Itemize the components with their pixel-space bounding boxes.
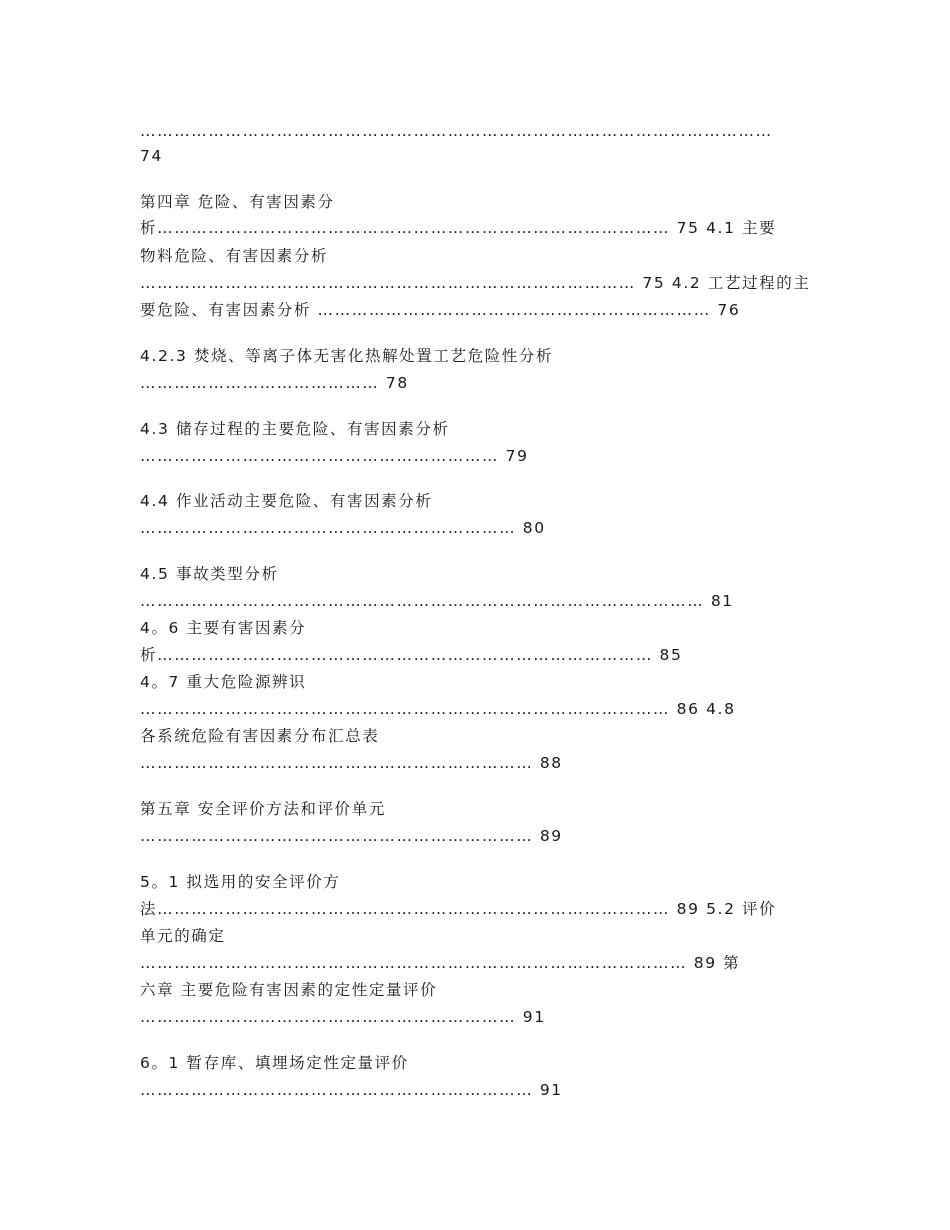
toc-line: 法……………………………………………………………………………… 89 5.2 评价 — [140, 900, 777, 918]
toc-line: ………………………………………………………… 91 — [140, 1008, 546, 1026]
toc-line: ………………………………………………………………………………… 86 4.8 — [140, 700, 736, 718]
toc-line: 4.5 事故类型分析 — [140, 565, 279, 583]
toc-line: 单元的确定 — [140, 927, 226, 945]
toc-line: …………………………………………………………………………… 75 4.2 工艺过程的主 — [140, 274, 811, 292]
toc-line: 4.3 储存过程的主要危险、有害因素分析 — [140, 420, 450, 438]
toc-line: …………………………………………………………… 89 — [140, 827, 563, 845]
toc-line: 析……………………………………………………………………………… 75 4.1 主要 — [140, 219, 777, 237]
toc-line: 六章 主要危险有害因素的定性定量评价 — [140, 981, 438, 999]
toc-line: …………………………………………………………………………………… 89 第 — [140, 954, 741, 972]
toc-line: ……………………………………………………………………………………… 81 — [140, 592, 734, 610]
toc-line: …………………………………………………………… 91 — [140, 1081, 563, 1099]
toc-line: 物料危险、有害因素分析 — [140, 247, 329, 265]
toc-line: 4.2.3 焚烧、等离子体无害化热解处置工艺危险性分析 — [140, 347, 554, 365]
toc-line: ………………………………………………………………………………………………… — [140, 122, 773, 140]
toc-line: ……………………………………………………… 79 — [140, 447, 529, 465]
toc-line: 4。6 主要有害因素分 — [140, 619, 307, 637]
toc-line: 6。1 暂存库、填埋场定性定量评价 — [140, 1054, 409, 1072]
toc-line: 各系统危险有害因素分布汇总表 — [140, 727, 380, 745]
toc-line: 要危险、有害因素分析 …………………………………………………………… 76 — [140, 301, 741, 319]
toc-line: …………………………………………………………… 88 — [140, 754, 563, 772]
toc-line: ………………………………………………………… 80 — [140, 519, 546, 537]
toc-line: 4。7 重大危险源辨识 — [140, 673, 307, 691]
toc-line: 74 — [140, 147, 163, 165]
toc-line: …………………………………… 78 — [140, 374, 409, 392]
toc-line: 析…………………………………………………………………………… 85 — [140, 646, 683, 664]
toc-line: 第五章 安全评价方法和评价单元 — [140, 800, 386, 818]
toc-line: 5。1 拟选用的安全评价方 — [140, 873, 341, 891]
toc-line: 第四章 危险、有害因素分 — [140, 193, 335, 211]
toc-line: 4.4 作业活动主要危险、有害因素分析 — [140, 492, 433, 510]
